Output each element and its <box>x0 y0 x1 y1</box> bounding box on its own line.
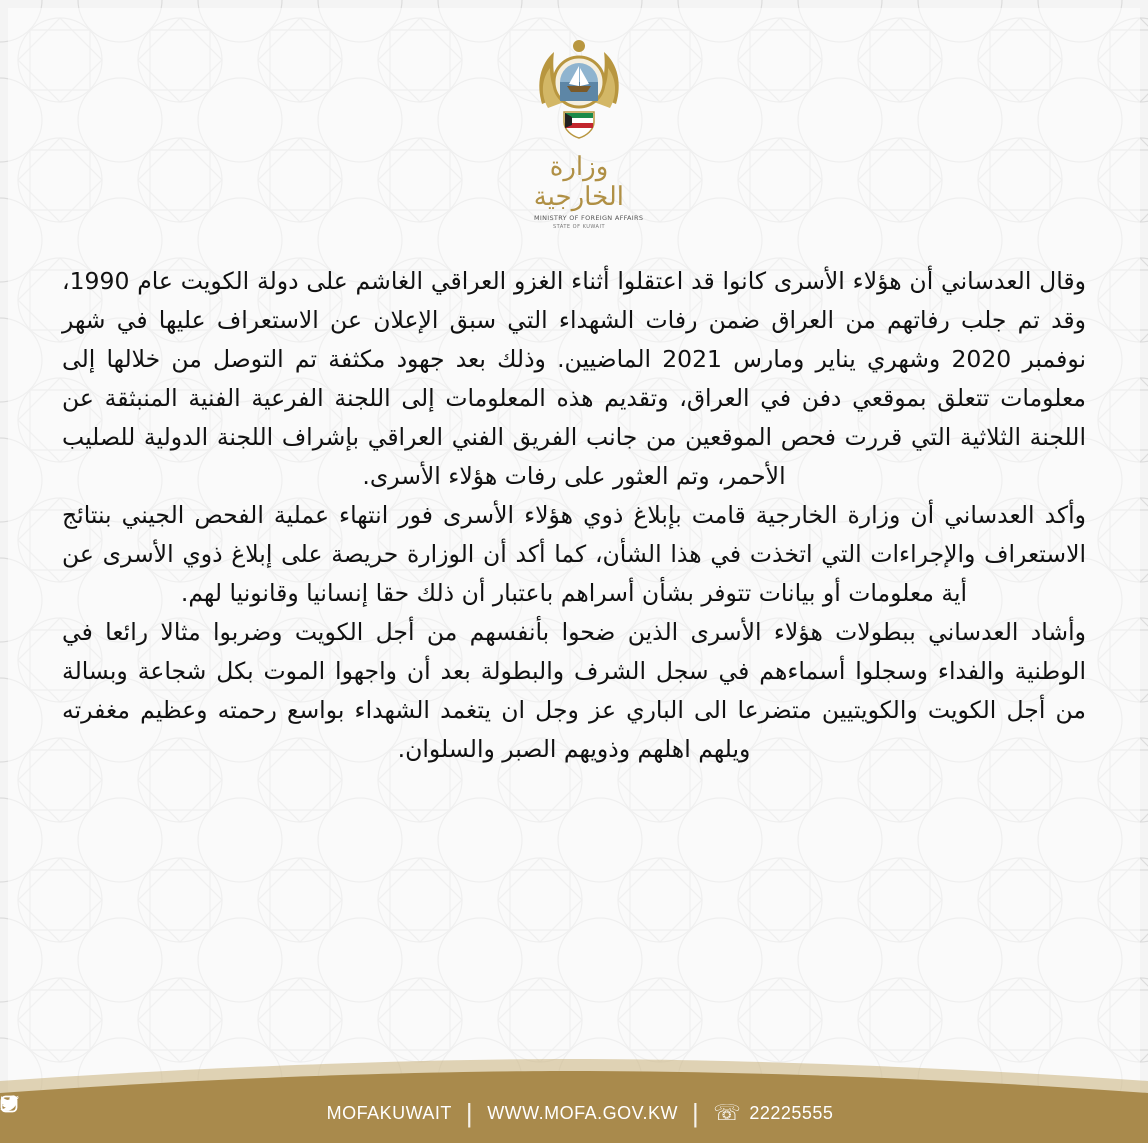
paragraph-3: وأشاد العدساني ببطولات هؤلاء الأسرى الذين ضحوا بأنفسهم من أجل الكويت وضربوا مثالا رائعا في الوطنية والفداء وسجلوا أسماءهم في سجل الشرف والبطولة بعد أن واجهوا الموت بكل شجاعة وبسالة من أجل الكويت والكويتيين متضرعا الى الباري عز وجل ان يتغمد الشهداء بواسع رحمته وعظيم مغفرته ويلهم اهلهم وذويهم الصبر والسلوان. <box>62 618 1086 763</box>
paragraph-2: وأكد العدساني أن وزارة الخارجية قامت بإبلاغ ذوي هؤلاء الأسرى فور انتهاء عملية الفحص الجيني بنتائج الاستعراف والإجراءات التي اتخذت في هذا الشأن، كما أكد أن الوزارة حريصة على إبلاغ ذوي الأسرى عن أية معلومات أو بيانات تتوفر بشأن أسراهم باعتبار أن ذلك حقا إنسانيا وقانونيا لهم. <box>62 501 1086 607</box>
ministry-name-en: MINISTRY OF FOREIGN AFFAIRS <box>534 214 644 222</box>
kuwait-emblem-icon <box>534 34 624 144</box>
footer <box>0 1053 1148 1143</box>
ministry-logo <box>533 34 644 244</box>
phone-number[interactable]: 22225555 <box>749 1102 834 1123</box>
state-name-en: STATE OF KUWAIT <box>553 224 605 230</box>
phone-icon: ☏ <box>713 1100 742 1126</box>
ministry-name-ar: وزارة الخارجية <box>533 152 624 212</box>
footer-contact-row <box>0 1095 1148 1131</box>
footer-divider: | <box>465 1097 474 1128</box>
social-handle[interactable]: MOFAKUWAIT <box>326 1102 452 1123</box>
footer-divider: | <box>692 1097 700 1128</box>
paragraph-1: وقال العدساني أن هؤلاء الأسرى كانوا قد اعتقلوا أثناء الغزو العراقي الغاشم على دولة الكويت عام 1990، وقد تم جلب رفاتهم من العراق ضمن رفات الشهداء التي سبق الإعلان عن الاستعراف عليها في شهر نوفمبر 2020 وشهري يناير ومارس 2021 الماضيين. وذلك بعد جهود مكثفة تم التوصل من خلالها إلى معلومات تتعلق بموقعي دفن في العراق، وتقديم هذه المعلومات إلى اللجنة الفرعية الفنية المنبثقة عن اللجنة الثلاثية التي قررت فحص الموقعين من جانب الفريق الفني العراقي بإشراف اللجنة الدولية للصليب الأحمر، وتم العثور على رفات هؤلاء الأسرى. <box>62 267 1086 490</box>
statement-body <box>62 262 1086 769</box>
website-link[interactable]: WWW.MOFA.GOV.KW <box>487 1102 679 1123</box>
